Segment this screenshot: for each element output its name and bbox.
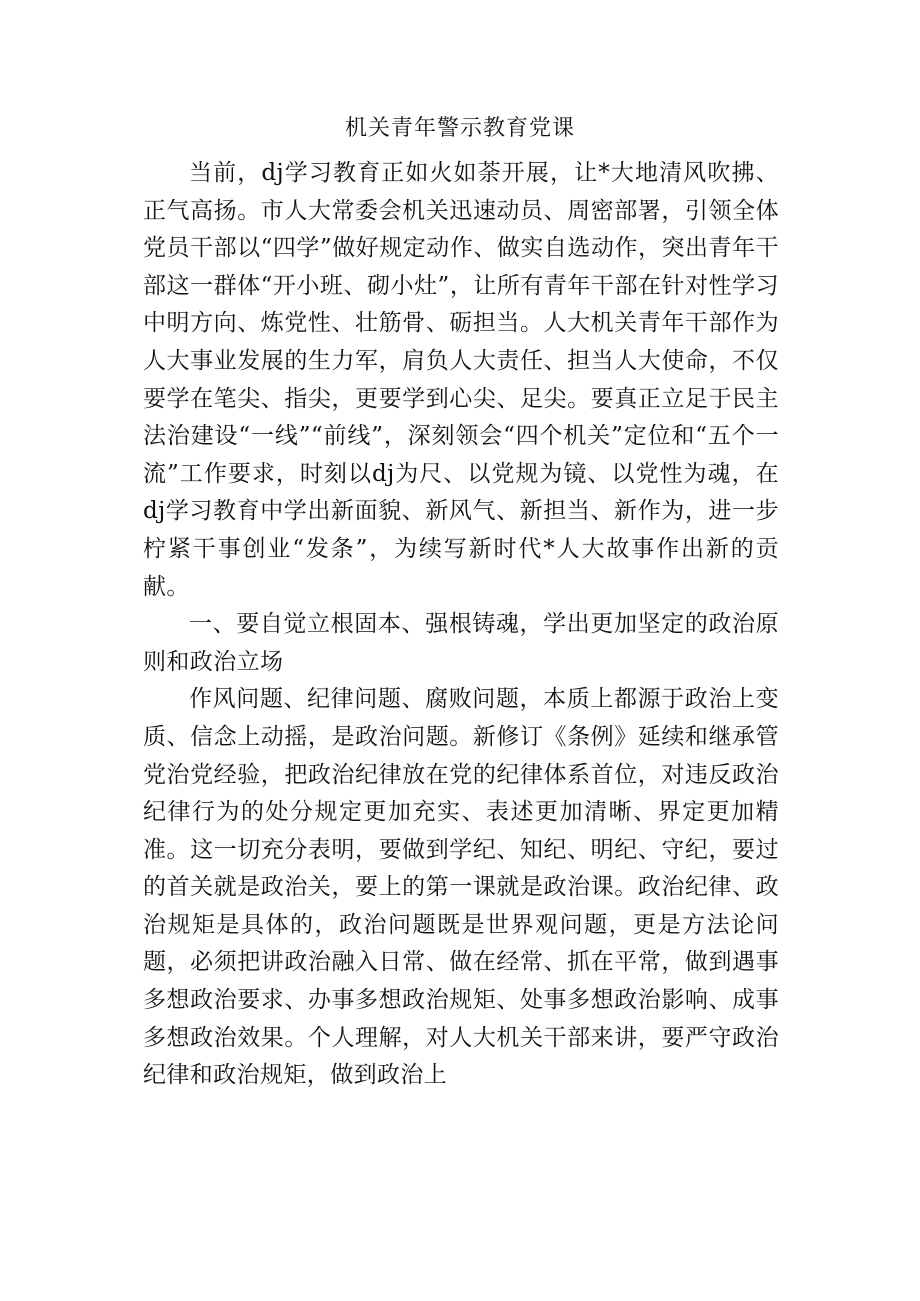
section-heading-1: 一、要自觉立根固本、强根铸魂，学出更加坚定的政治原则和政治立场 — [143, 611, 779, 675]
section-1-paragraph: 作风问题、纪律问题、腐败问题，本质上都源于政治上变质、信念上动摇，是政治问题。新修订《条例》延续和继承管党治党经验，把政治纪律放在党的纪律体系首位，对违反政治纪律行为的处分规定更加充实、表述更加清晰、界定更加精准。这一切充分表明，要做到学纪、知纪、明纪、守纪，要过的首关就是政治关，要上的第一课就是政治课。政治纪律、政治规矩是具体的，政治问题既是世界观问题，更是方法论问题，必须把讲政治融入日常、做在经常、抓在平常，做到遇事多想政治要求、办事多想政治规矩、处事多想政治影响、成事多想政治效果。个人理解，对人大机关干部来讲，要严守政治纪律和政治规矩，做到政治上 — [143, 686, 779, 1089]
document-body — [143, 155, 779, 1095]
intro-paragraph: 当前，dj学习教育正如火如荼开展，让*大地清风吹拂、正气高扬。市人大常委会机关迅速动员、周密部署，引领全体党员干部以“四学”做好规定动作、做实自选动作，突出青年干部这一群体“开小班、砌小灶”，让所有青年干部在针对性学习中明方向、炼党性、壮筋骨、砺担当。人大机关青年干部作为人大事业发展的生力军，肩负人大责任、担当人大使命，不仅要学在笔尖、指尖，更要学到心尖、足尖。要真正立足于民主法治建设“一线”“前线”，深刻领会“四个机关”定位和“五个一流”工作要求，时刻以dj为尺、以党规为镜、以党性为魂，在dj学习教育中学出新面貌、新风气、新担当、新作为，进一步柠紧干事创业“发条”，为续写新时代*人大故事作出新的贡献。 — [143, 160, 779, 600]
document-title: 机关青年警示教育党课 — [344, 116, 575, 141]
